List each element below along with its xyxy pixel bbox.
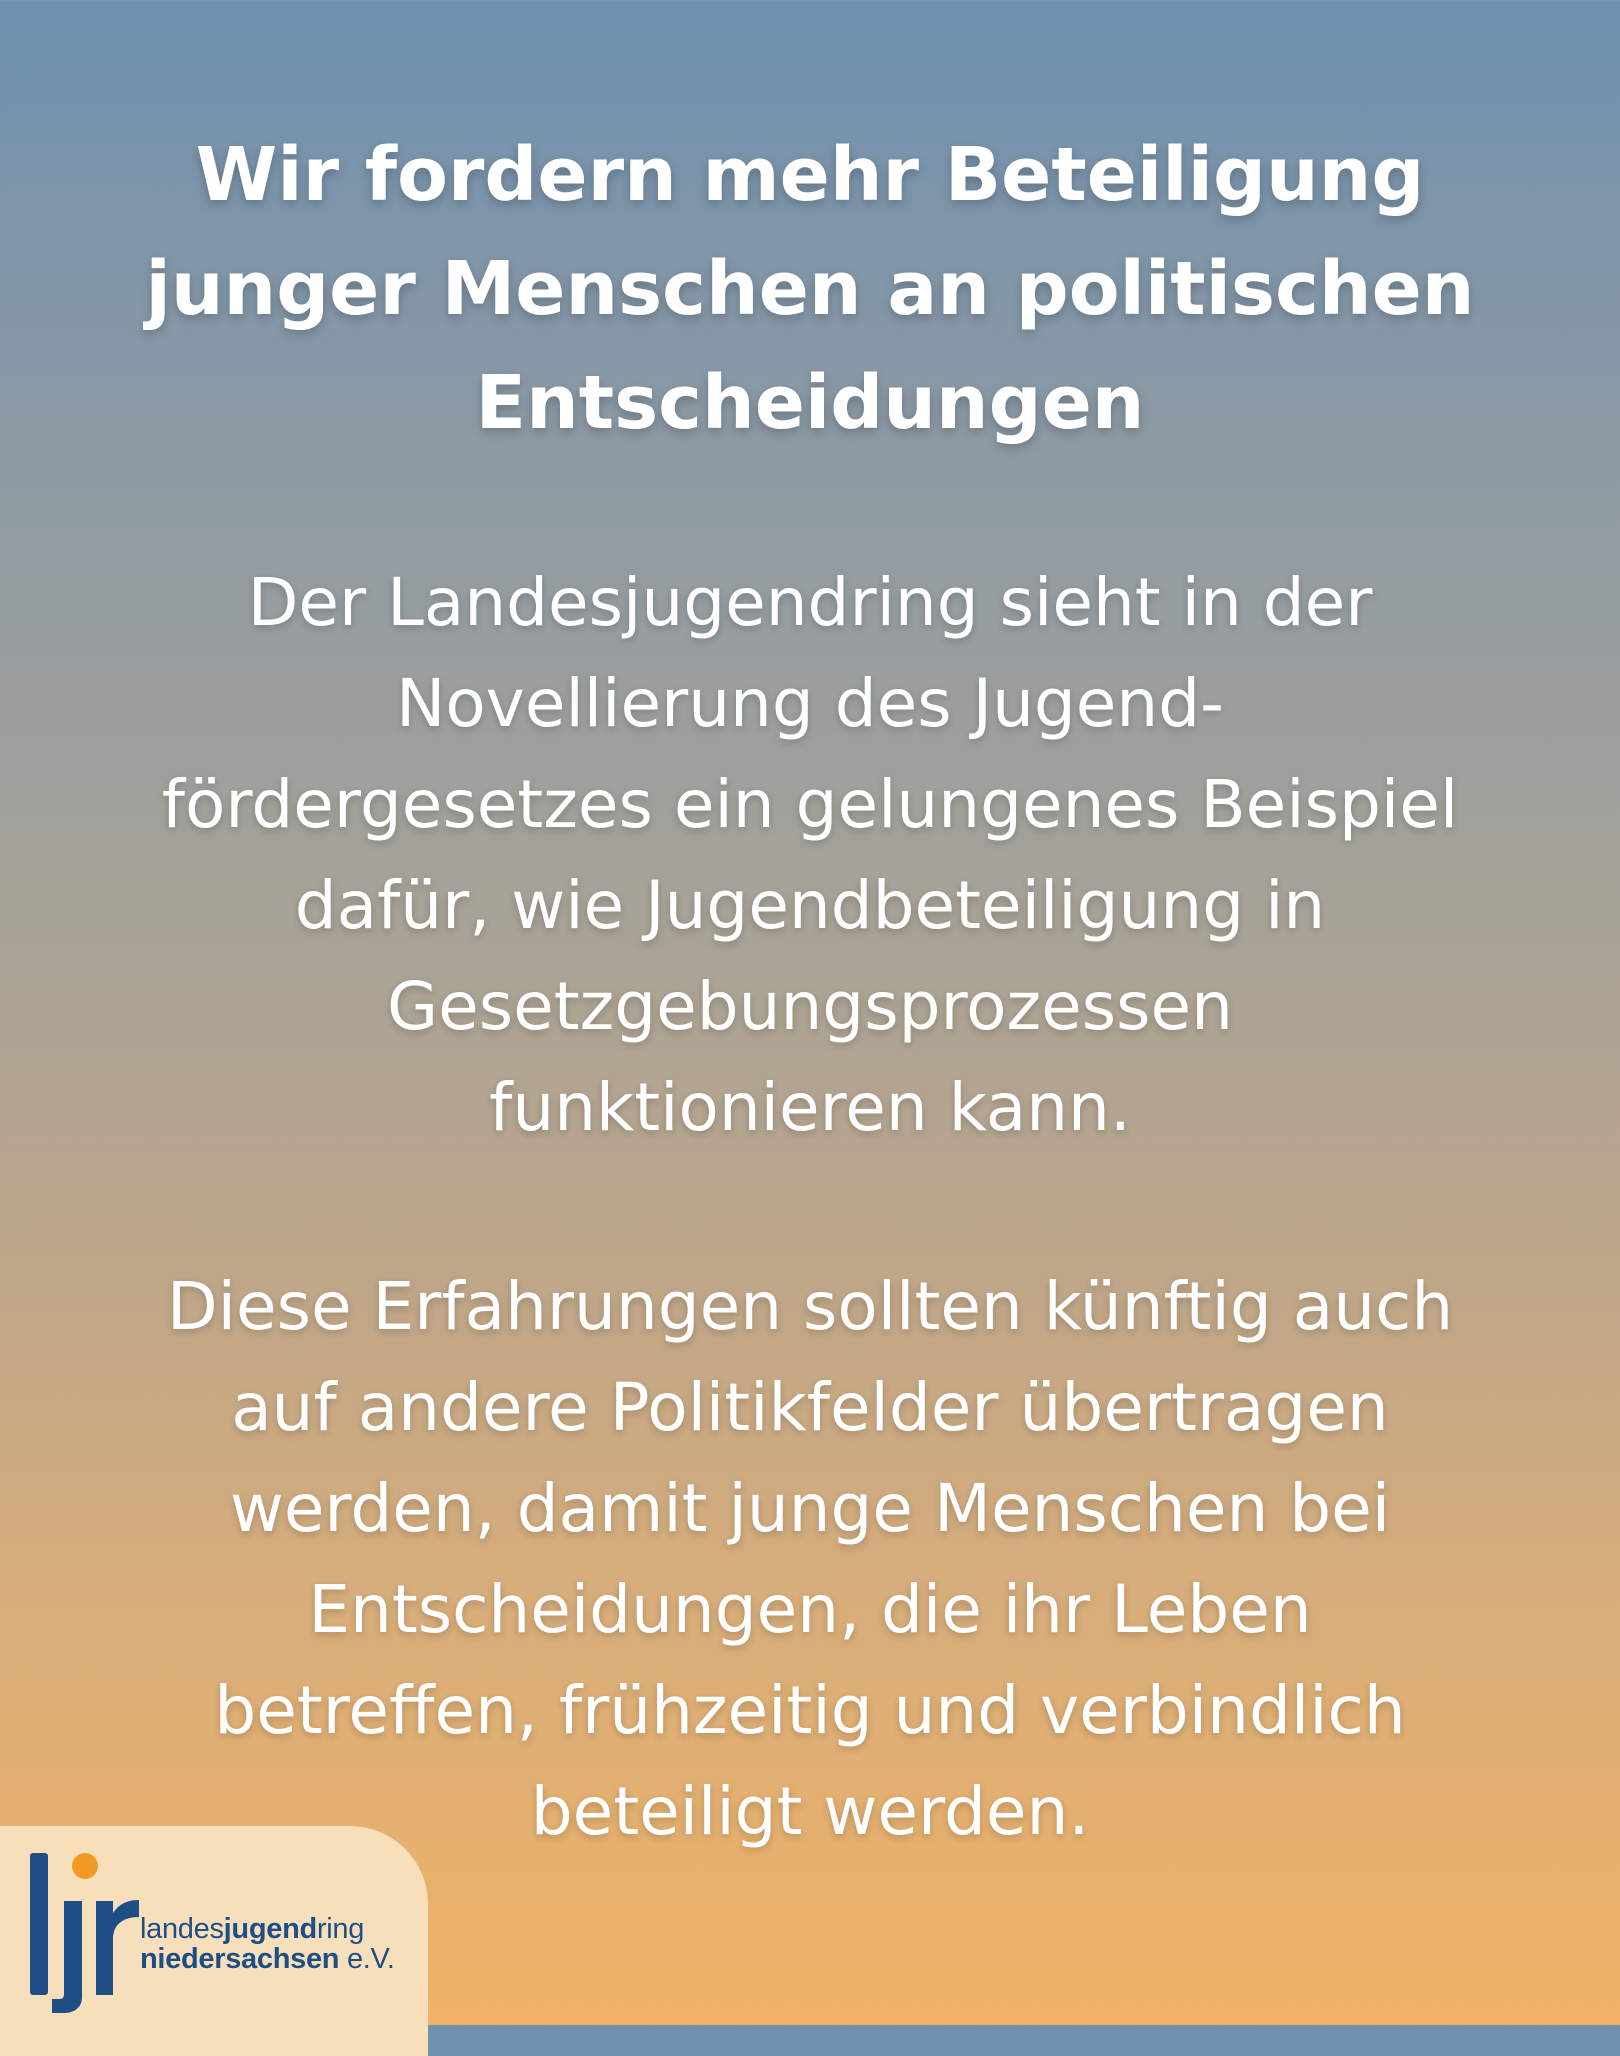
paragraph-line: Der Landesjugendring sieht in der	[247, 564, 1373, 641]
logo-line-2	[140, 1944, 395, 1974]
logo-text-landes: landes	[140, 1913, 224, 1945]
paragraph-line: funktionieren kann.	[489, 1069, 1131, 1146]
paragraph-line: betreffen, frühzeitig und verbindlich	[214, 1672, 1406, 1749]
statement-paragraph-1	[40, 552, 1580, 1158]
paragraph-line: Entscheidungen, die ihr Leben	[308, 1571, 1312, 1648]
paragraph-line: Novellierung des Jugend-	[396, 665, 1224, 742]
logo-line-1	[140, 1914, 395, 1944]
paragraph-line: Diese Erfahrungen sollten künftig auch	[166, 1268, 1454, 1345]
headline-line: Wir fordern mehr Beteiligung	[195, 132, 1425, 218]
logo-text-ev: e.V.	[339, 1943, 395, 1975]
paragraph-line: dafür, wie Jugendbeteiligung in	[294, 867, 1326, 944]
logo-wordmark	[140, 1914, 395, 1974]
headline-line: Entscheidungen	[475, 360, 1145, 446]
paragraph-line: beteiligt werden.	[530, 1773, 1090, 1850]
paragraph-line: auf andere Politikfelder übertragen	[231, 1369, 1389, 1446]
paragraph-line: werden, damit junge Menschen bei	[229, 1470, 1391, 1547]
logo-text-jugend: jugend	[223, 1913, 317, 1945]
paragraph-line: fördergesetzes ein gelungenes Beispiel	[161, 766, 1459, 843]
headline	[60, 118, 1560, 460]
statement-paragraph-2	[40, 1256, 1580, 1862]
logo-text-ring: ring	[316, 1913, 365, 1945]
paragraph-line: Gesetzgebungsprozessen	[386, 968, 1233, 1045]
logo-text-niedersachsen: niedersachsen	[140, 1943, 340, 1975]
headline-line: junger Menschen an politischen	[145, 246, 1475, 332]
